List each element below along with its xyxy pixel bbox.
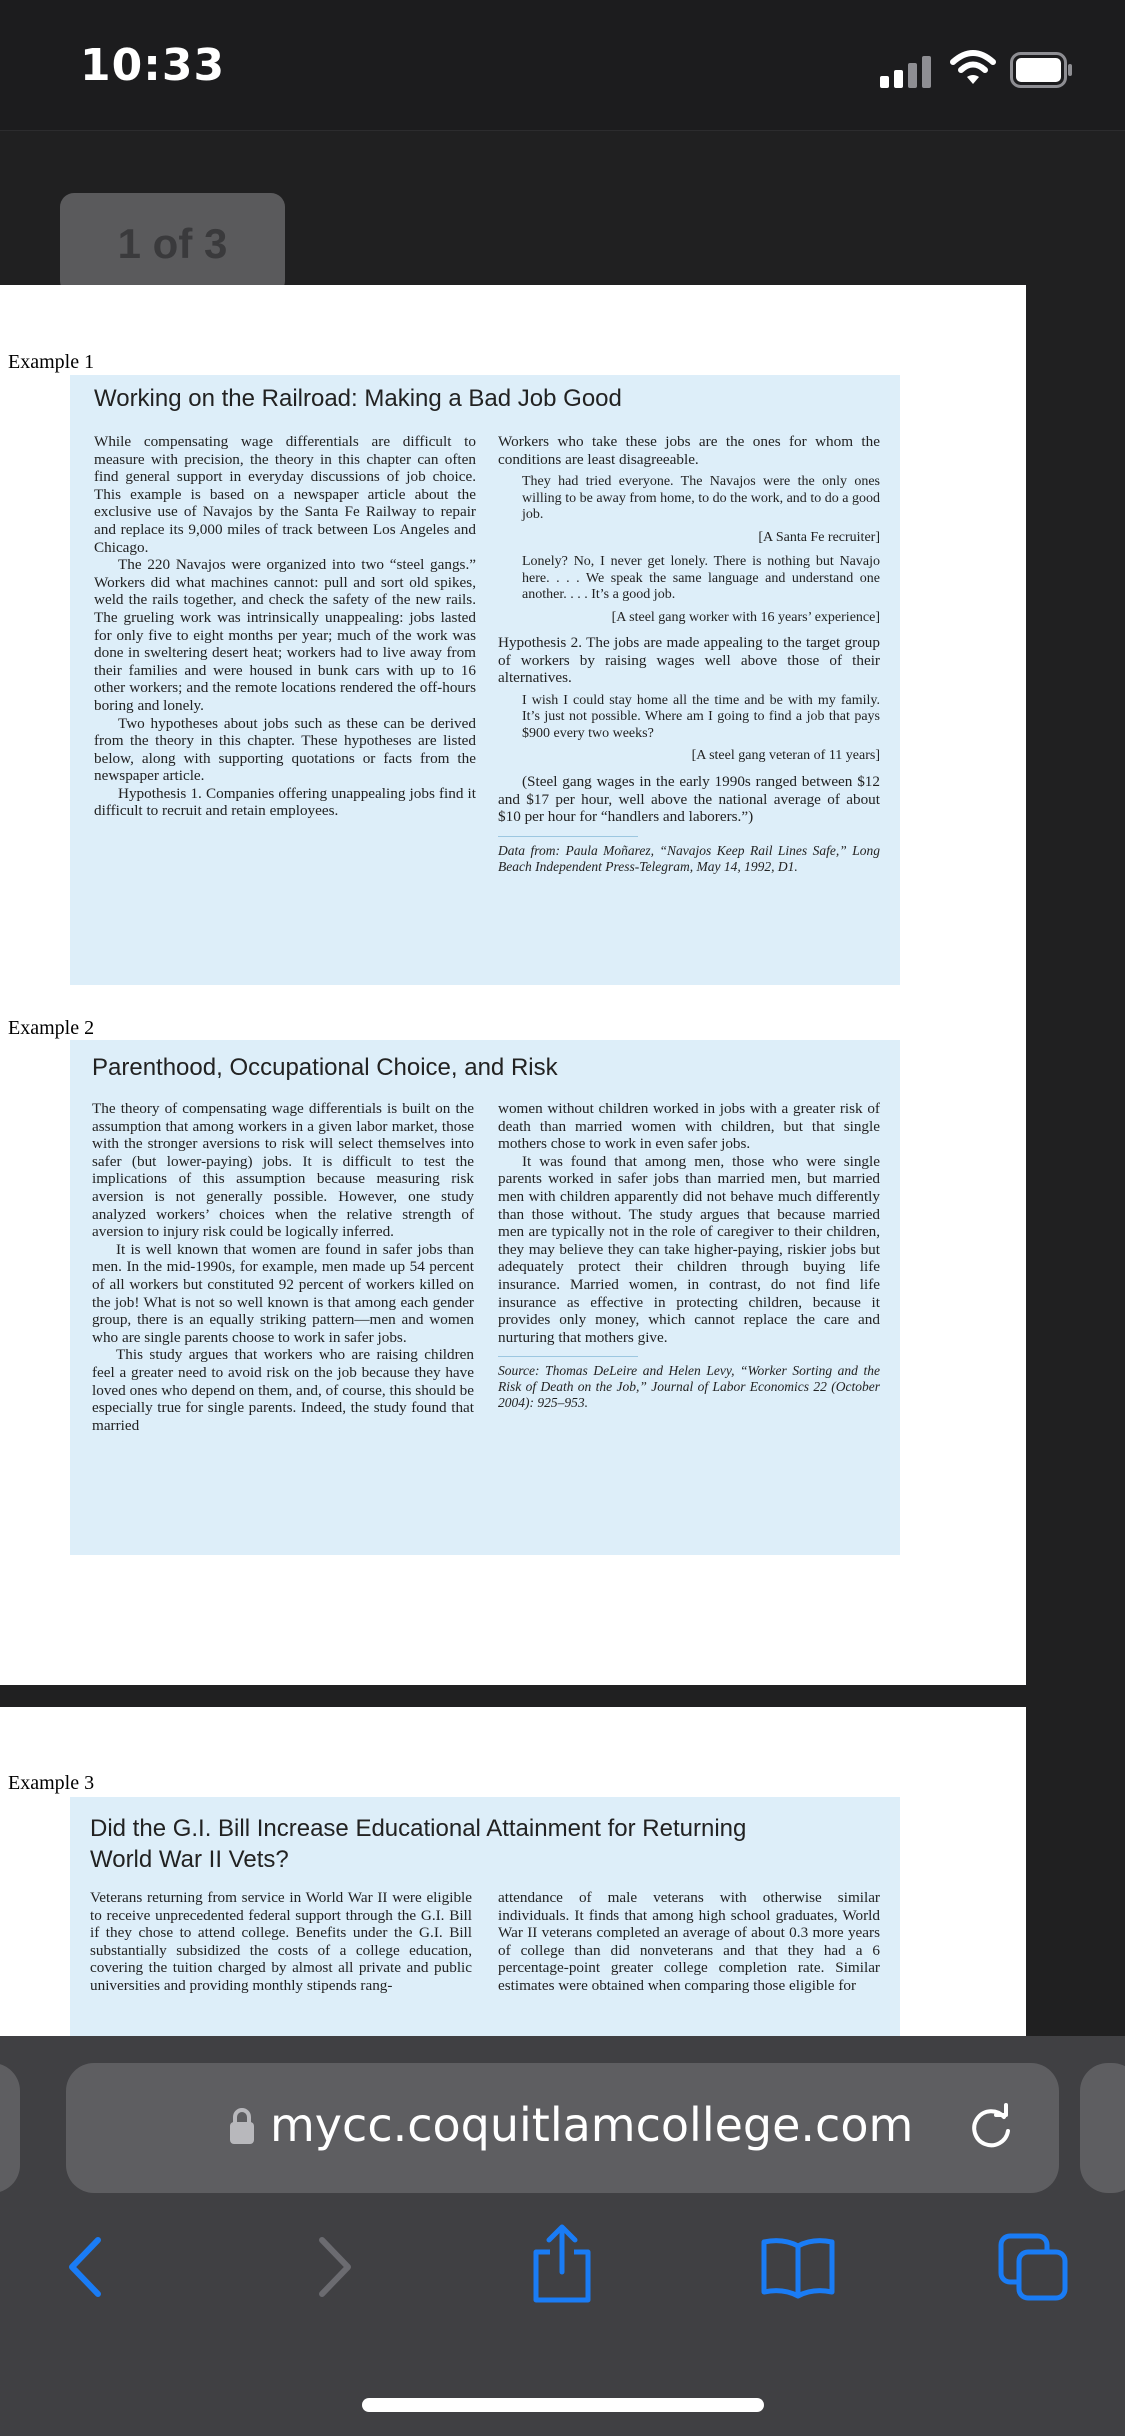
example-title: Parenthood, Occupational Choice, and Risk [92,1054,558,1081]
paragraph: women without children worked in jobs with a greater risk of death than married women with children, but that single mothers chose to work in even safer jobs. [498,1100,880,1153]
share-icon[interactable] [522,2222,602,2304]
previous-tab-preview[interactable] [0,2063,20,2193]
next-tab-preview[interactable] [1080,2063,1125,2193]
quote-attribution: [A Santa Fe recruiter] [758,529,880,545]
example-box [70,375,900,985]
forward-icon[interactable] [290,2232,370,2302]
example-label: Example 2 [8,1017,95,1039]
example-title: Working on the Railroad: Making a Bad Job Good [94,385,622,412]
paragraph: Workers who take these jobs are the ones for whom the conditions are least disagreeable. [498,433,880,468]
left-column [92,1100,474,1434]
bookmarks-icon[interactable] [758,2232,838,2302]
back-icon[interactable] [50,2232,130,2302]
paragraph: Veterans returning from service in World War II were eligible to receive unprecedented federal support through the G.I. Bill if they chose to attend college. Benefits under the G.I. Bill substantially subsidized the costs of a college education, covering the tuition charged by almost all private and public universities and providing monthly stipends rang- [90,1889,472,1994]
quote: Lonely? No, I never get lonely. There is nothing but Navajo here. . . . We speak the same language and understand one another. . . . It’s a good job. [522,554,880,603]
reload-icon[interactable] [966,2103,1016,2153]
left-column [94,433,476,820]
quote: I wish I could stay home all the time and be with my family. It’s just not possible. Where am I going to find a job that pays $900 every two weeks? [522,692,880,741]
home-indicator[interactable] [362,2398,764,2412]
status-time: 10:33 [80,40,226,91]
source-note: Data from: Paula Moñarez, “Navajos Keep Rail Lines Safe,” Long Beach Independent Press-Telegram, May 14, 1992, D1. [498,842,880,874]
paragraph: This study argues that workers who are raising children feel a greater need to avoid risk on the job because they have loved ones who depend on them, and, of course, this should be especially true for single parents. Indeed, the study found that married [92,1346,474,1434]
paragraph: Hypothesis 2. The jobs are made appealing to the target group of workers by raising wages well above those of their alternatives. [498,634,880,687]
document-page-1 [0,285,1026,1685]
address-url[interactable]: mycc.coquitlamcollege.com [270,2098,914,2152]
paragraph: The theory of compensating wage differentials is built on the assumption that among workers in a given labor market, those with the stronger aversions to risk will select themselves into safer (but lower-paying) jobs. It is difficult to test the implications of this assumption because measuring risk aversion is not generally possible. However, one study analyzed workers’ choices when the relative strength of aversion to injury risk could be logically inferred. [92,1100,474,1241]
paragraph: Hypothesis 1. Companies offering unappealing jobs find it difficult to recruit and retain employees. [94,784,476,820]
example-label: Example 3 [8,1772,95,1794]
divider [498,836,638,837]
right-column [498,1100,880,1411]
paragraph: While compensating wage differentials are difficult to measure with precision, the theory in this chapter can often find general support in everyday discussions of job choice. This example is based on a newspaper article about the exclusive use of Navajos by the Santa Fe Railway to repair and replace its 9,000 miles of track between Los Angeles and Chicago. [94,433,476,556]
quote-attribution: [A steel gang worker with 16 years’ experience] [611,609,880,625]
paragraph: Two hypotheses about jobs such as these can be derived from the theory in this chapter. These hypotheses are listed below, along with supporting quotations or facts from the newspaper article. [94,714,476,785]
right-column [498,433,880,875]
paragraph: (Steel gang wages in the early 1990s ranged between $12 and $17 per hour, well above the national average of about $10 per hour for “handlers and laborers.”) [498,772,880,826]
example-box [70,1040,900,1555]
right-column [498,1889,880,1995]
quote: They had tried everyone. The Navajos were the only ones willing to be away from home, to do the work, and to do a good job. [522,474,880,523]
paragraph: The 220 Navajos were organized into two “steel gangs.” Workers did what machines cannot: pull and sort old spikes, weld the rails together, and check the safety of the new rails. The grueling work was intrinsically unappealing: jobs lasted for only five to eight months per year; much of the work was done in sweltering desert heat; workers had to live away from their families and were housed in bunk cars with up to 16 other workers; and the remote locations rendered the off-hours boring and lonely. [94,556,476,714]
battery-icon [1010,52,1074,88]
tabs-icon[interactable] [995,2232,1075,2302]
cellular-signal-icon [880,52,936,88]
example-title: Did the G.I. Bill Increase Educational Attainment for Returning World War II Vets? [90,1815,747,1873]
wifi-icon [950,48,996,88]
quote-attribution: [A steel gang veteran of 11 years] [691,748,880,764]
source-note: Source: Thomas DeLeire and Helen Levy, “Worker Sorting and the Risk of Death on the Job,” Journal of Labor Economics 22 (October 2004): 925–953. [498,1363,880,1411]
paragraph: It was found that among men, those who were single parents worked in safer jobs than married men, but married men with children apparently did not behave much differently than those without. The study argues that because married men are typically not in the role of caregiver to their children, they may believe they can take higher-paying, riskier jobs but adequately protect their children through buying life insurance. Married women, in contrast, do not find life insurance as effective in protecting children, because it provides only money, which cannot replace the care and nurturing that mothers give. [498,1152,880,1346]
left-column [90,1889,472,1995]
paragraph: attendance of male veterans with otherwise similar individuals. It finds that among high school graduates, World War II veterans completed an average of about 0.3 more years of college than did nonveterans and that they had a 6 percentage-point greater college completion rate. Similar estimates were obtained when comparing those eligible for [498,1889,880,1994]
paragraph: It is well known that women are found in safer jobs than men. In the mid-1990s, for example, men made up 54 percent of all workers but constituted 92 percent of workers killed on the job! What is not so well known is that among each gender group, there is an equally striking pattern—men and women who are single parents choose to work in safer jobs. [92,1240,474,1346]
lock-icon [228,2106,256,2146]
divider [498,1356,638,1357]
example-label: Example 1 [8,351,95,373]
status-bar [0,0,1125,131]
page-counter: 1 of 3 [60,193,285,295]
